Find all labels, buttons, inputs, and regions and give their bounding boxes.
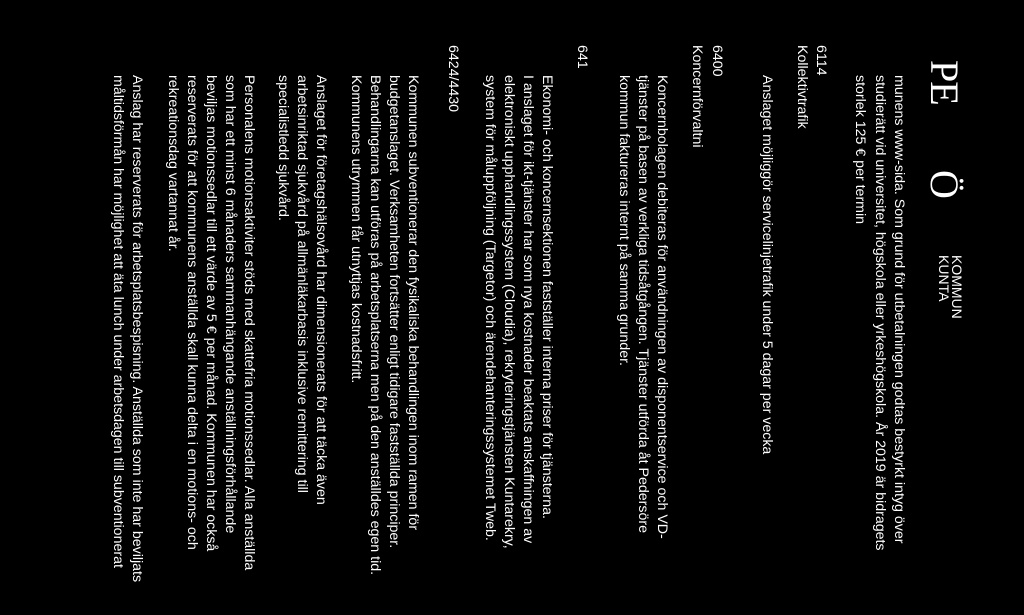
text-line: som har ett minst 6 månaders sammanhängande anställningsförhållande [222, 75, 238, 534]
text-line: system för måluppföljning (Targetor) och ärendehanteringssystemet Tweb. [482, 75, 498, 541]
text-line: Personalens motionsaktiviter stöds med skattefria motionssedlar. Alla anställda [241, 75, 257, 571]
section-title: Kollektivtrafik [794, 45, 810, 129]
text-line: elektroniskt upphandlingssystem (Cloudia), rekryteringstjänsten Kuntarekry, [501, 75, 517, 549]
logo-text-mid: Ö [922, 170, 967, 199]
text-line: munens www-sida. Som grund för utbetalningen godtas bestyrkt intyg över [891, 75, 907, 544]
text-line: arbetsinriktad sjukvård på allmänläkarbasis inklusive remittering till [294, 75, 310, 493]
section-title: Koncernförvaltni [689, 45, 705, 148]
text-line: rekreationsdag vartannat år. [165, 75, 181, 252]
text-line: beviljas motionssedlar till ett värde av 5 € per månad. Kommunen har också [203, 75, 219, 552]
text-line: specialistledd sjukvård. [275, 75, 291, 221]
text-line: kommun faktureras internt på samma grunder. [616, 75, 632, 366]
text-line: studierätt vid universitet, högskola eller yrkeshögskola. År 2019 är bidragets [872, 75, 888, 551]
text-line: reserverats för att kommunens anställda skall kunna delta i en motions- och [184, 75, 200, 550]
text-line: Kommunens utrymmen får utnyttjas kostnadsfritt. [348, 75, 364, 384]
section-code: 641 [574, 45, 590, 69]
text-line: tjänster på basen av verkliga tidsåtgången. Tjänster utförda åt Pedersöre [635, 75, 651, 533]
text-line: Ekonomi- och koncernsektionen fastställer interna priser för tjänsterna. [539, 75, 555, 519]
text-line: Anslaget för företagshälsovård har dimensionerats för att täcka även [313, 75, 329, 505]
text-line: Koncernbolagen debiteras för användningen av disponentservice och VD- [654, 75, 670, 539]
logo-kommun: KOMMUN [949, 255, 965, 319]
section-code: 6114 [813, 45, 829, 76]
text-line: storlek 125 € per termin [852, 75, 868, 225]
logo-kunta: KUNTA [936, 255, 952, 302]
text-line: Anslaget möjliggör servicelinjetrafik under 5 dagar per vecka [759, 75, 775, 455]
text-line: Kommunen subventionerar den fysikaliska behandlingen inom ramen för [405, 75, 421, 531]
section-code: 6400 [709, 45, 725, 77]
text-line: måltidsförmån har möjlighet att äta lunch under arbetsdagen till subventionerat [110, 75, 126, 568]
text-line: Anslag har reserverats för arbetsplatsbespisning. Anställda som inte har beviljats [129, 75, 145, 583]
section-code: 6424/4430 [445, 45, 461, 113]
logo-text-left: PE [922, 60, 967, 105]
text-line: budgetanslaget. Verksamheten fortsätter enligt tidigare fastställda principer. [386, 75, 402, 549]
text-line: I anslaget för ikt-tjänster har som nya kostnader beaktats anskaffningen av [520, 75, 536, 544]
text-line: Behandlingarna kan utföras på arbetsplatserna men på den anställdes egen tid. [367, 75, 383, 576]
